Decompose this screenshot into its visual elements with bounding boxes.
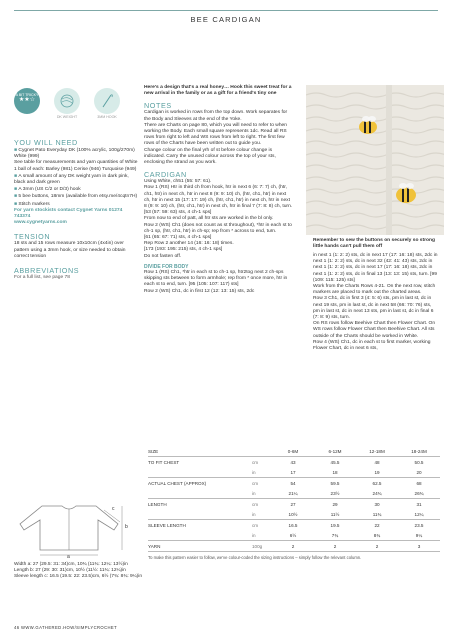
pattern-step: Row 1 (RS) Htr in third ch from hook, htr in next 6 (6: 7: 7) ch, (htr, ch1, htr) in next ch, htr in next 8 (9: 9: 10) ch, (htr, ch1, htr) in next ch, htr in next 15 (17: 17: 19) ch, (htr, ch1, htr) in next ch, htr in next 8 (9: 9: 10) ch, (htr, ch1, htr) in next ch, htr in final 7 (7: 8: 8) ch, turn. (144, 185, 293, 210)
table-header-cell: 12-18M (356, 446, 398, 457)
page-title: BEE CARDIGAN (184, 15, 267, 24)
pattern-step: From now to end of patt, all htr sts are worked in the bl only. (144, 216, 274, 222)
table-header-cell: SIZE (148, 446, 252, 457)
knit-texture-image (306, 85, 444, 235)
divide-heading: DIVIDE FOR BODY (144, 263, 189, 270)
pattern-step: Row 4 (WS) Ch1, dc in each st to first marker, working Flower Chart, dc in next 6 sts, (313, 339, 431, 352)
bullet-icon: ■ (14, 186, 19, 193)
table-row: YARN 100g 2 2 2 3 (148, 541, 440, 552)
list-item: See table for measurements and yarn quantities of White (14, 160, 138, 166)
table-header-cell: 18-24M (398, 446, 440, 457)
diagram-label-a: a (67, 554, 70, 560)
table-header-row (148, 446, 440, 457)
cardigan-outline-icon (14, 500, 134, 560)
pattern-step: [53 (57: 59: 63) sts, 4 ch-1 sps] (144, 210, 212, 216)
bullet-icon: ■ (14, 147, 19, 153)
stars-icon: ★★☆ (18, 97, 36, 103)
pattern-step: On RS rows follow Beehive Chart then Flower Chart. On WS rows follow Flower Chart then Beehive Chart. All sts outside of the Charts should be worked in White. (313, 321, 436, 339)
instructions-continued-column (313, 253, 438, 352)
notes-heading: NOTES (144, 101, 172, 111)
abbreviations-heading: ABBREVIATIONS (14, 266, 80, 276)
table-row: in 6½ 7¾ 8¾ 9¼ (148, 530, 440, 541)
pattern-step: Row 1 (RS) Ch1, *htr in each st to ch-1 sp, htr2tog next 2 ch-sps skipping sts between to form armhole; rep from * once more, htr in each st to end, turn. [95 (105: 107: 117) sts] (144, 270, 288, 288)
pattern-step: [61 (65: 67: 71) sts, 4 ch-1 sps] (144, 235, 212, 241)
table-header-cell: 6-12M (314, 446, 356, 457)
pattern-step: Work from the Charts Rows 4-21. On the next row, stitch markers are placed to mark out the charted areas. (313, 284, 436, 296)
table-note: To make this pattern easier to follow, we've colour-coded the sizing instructions – simply follow the relevant column. (148, 555, 362, 560)
yarn-weight-badge (54, 88, 80, 114)
pattern-badges (14, 88, 144, 128)
notes-paragraph: Cardigan is worked in rows from the top down. Work separates for the Body and Sleeves at the end of the Yoke. (144, 110, 288, 122)
bullet-icon: ■ (14, 193, 19, 200)
tension-heading: TENSION (14, 232, 51, 242)
skill-level-label: A BIT TRICKY (15, 93, 39, 97)
bee-button-icon (396, 183, 416, 203)
table-row: in 10½ 11½ 11¾ 12¼ (148, 509, 440, 520)
table-row: in 17 18 19 20 (148, 467, 440, 478)
measurement-item: Length b: 27 (29: 30: 31)cm, 10½ (11½: 11¾: 12¼)in (14, 568, 126, 573)
list-item: ■ Stitch markers (14, 200, 50, 207)
bullet-icon: ■ (14, 172, 19, 179)
bullet-icon: ■ (14, 200, 19, 207)
crochet-hook-icon (94, 88, 120, 114)
pattern-step: Using White, ch51 (55: 57: 61). (144, 179, 212, 185)
intro-text: Here's a design that's a real honey… Hook this sweet treat for a new arrival in the family or as a gift for a friend's tiny one (144, 85, 292, 97)
list-item: ■ A 3mm (US C/2 or D/3) hook (14, 186, 81, 193)
pattern-step: Rep Row 2 another 14 (16: 16: 18) times. (144, 241, 234, 247)
pattern-step: Row 3 Ch1, dc in first 3 (4: 5: 6) sts, pm in last st, dc in next 19 sts, pm in last st, dc in next 58 (66: 70: 76) sts, pm in last st, dc in next 13 sts, pm in last st, dc in final 6 (7: 8: 9) sts, turn. (313, 296, 434, 321)
cardigan-schematic (14, 500, 134, 570)
stockist-url[interactable]: www.cygnetyarns.com (14, 220, 67, 226)
header-rule (14, 10, 438, 11)
table-row: ACTUAL CHEST (APPROX) cm 54 59.5 62.5 68 (148, 480, 422, 486)
pattern-step: in next 1 (1: 2: 2) sts, dc in next 17 (17: 16: 18) sts, 2dc in next 1 (1: 2: 2) sts, dc in next 32 (42: 41: 43) sts, 2dc in next 1 (1: 2: 2) sts, dc in next 17 (17: 16: 18) sts, 2dc in next 1 (1: 2: 2) sts, dc in final 13 (13: 13: 15) sts, turn. [99 (109: 115: 125) sts] (313, 253, 438, 283)
table-row: SLEEVE LENGTH cm 16.5 19.5 22 23.5 (148, 522, 424, 528)
list-item: 1 ball of each: Barley (981) Cerise (946) Turquoise (949) (14, 166, 137, 172)
you-will-need-heading: YOU WILL NEED (14, 138, 78, 147)
tension-text: 18 sts and 15 rows measure 10x10cm (4x4in) over pattern using a 3mm hook, or size needed to obtain correct tension (14, 241, 126, 259)
table-row: TO FIT CHEST cm 43 45.5 48 50.5 (148, 459, 424, 465)
pattern-step: Row 2 (WS) Ch1 (does not count as st throughout), *htr in each st to ch-1 sp, (htr, ch1, htr) in ch-sp; rep from * across to end, turn. (144, 222, 292, 234)
cardigan-photo (306, 85, 444, 235)
measurement-item: Width a: 27 (29.5: 31: 34)cm, 10¾ (11¾: 12¼: 13½)in (14, 562, 128, 567)
measurements-list (14, 562, 144, 580)
notes-paragraph: Change colour on the final yrh of st before colour change is indicated. Carry the unused colour across the top of your sts, enclosing the strand as you work. (144, 147, 276, 166)
list-item: ■ 5 bee buttons, 18mm (available from etsy.me/4cqtn7H) (14, 193, 138, 200)
pattern-step: Row 2 (WS) Ch1, dc in first 12 (12: 13: 15) sts, 2dc (144, 288, 255, 294)
photo-caption: Remember to sew the buttons on securely so strong little hands can't pull them off (313, 238, 436, 249)
notes-paragraph: There are Charts on page 80, which you will need to refer to when working the Body. Each small square represents 1dc. Read all RS rows from right to left and WS rows from left to right. The first few rows of the Charts have been written out to guide you. (144, 122, 287, 147)
stockist-info: For yarn stockists contact Cygnet Yarns 01274 743374 (14, 207, 123, 220)
abbreviations-text: For a full list, see page 78 (14, 275, 71, 281)
cardigan-heading: CARDIGAN (144, 170, 187, 180)
diagram-label-c: c (112, 506, 115, 512)
list-item: ■ Cygnet Pato Everyday DK (100% acrylic, 100g/270m) White (999) (14, 147, 135, 160)
yarn-weight-label: DK WEIGHT (56, 115, 78, 119)
diagram-label-b: b (125, 524, 128, 530)
hook-size-badge (94, 88, 120, 114)
page-footer: 46 WWW.GATHERED.HOW/SIMPLYCROCHET (14, 625, 118, 630)
table-header-cell: 0-6M (272, 446, 314, 457)
list-item: ■ A small amount of any DK weight yarn in dark pink, black and dark green (14, 172, 129, 186)
table-row: LENGTH cm 27 29 30 31 (148, 501, 422, 507)
table-row: in 21¼ 23½ 24¾ 26¾ (148, 488, 440, 499)
yarn-ball-icon (54, 88, 80, 114)
hook-size-label: 3MM HOOK (97, 115, 117, 119)
measurement-item: Sleeve length c: 16.5 (19.5: 22: 23.5)cm, 6½ (7¾: 8¾: 9¼)in (14, 574, 142, 579)
instructions-column (144, 85, 294, 295)
pattern-step: [173 (193: 195: 215) sts, 4 ch-1 sps] (144, 247, 223, 253)
skill-level-badge (14, 88, 40, 114)
materials-column (14, 136, 139, 281)
pattern-step: Do not fasten off. (144, 253, 182, 259)
size-table (148, 446, 440, 561)
page-header (0, 0, 452, 30)
